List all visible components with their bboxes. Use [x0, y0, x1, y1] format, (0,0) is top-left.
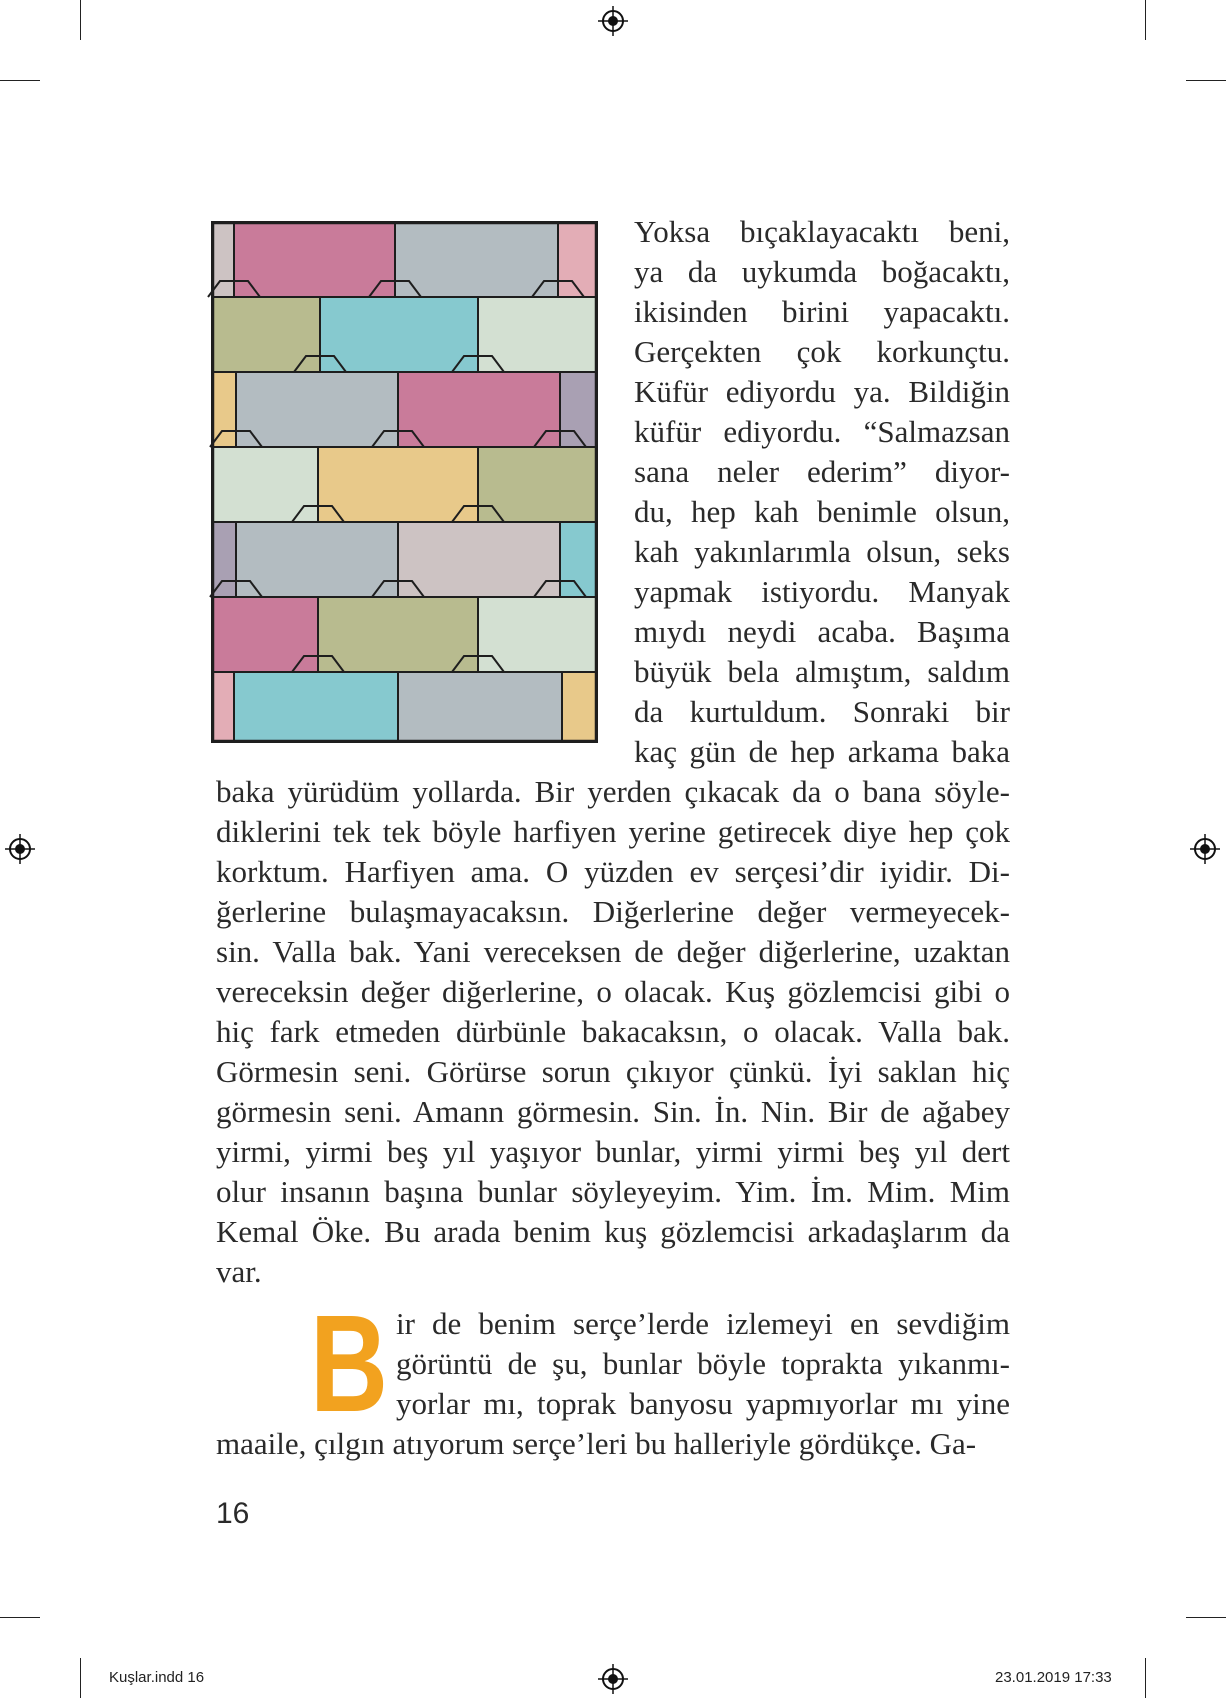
text-line: da kurtuldum. Sonraki bir [634, 694, 1010, 729]
text-line: Yoksa bıçaklayacaktı beni, [634, 214, 1010, 249]
text-line: maaile, çılgın atıyorum serçe’leri bu halleriyle gördükçe. Ga- [216, 1426, 977, 1461]
tile-segment [398, 672, 562, 742]
text-line: Kemal Öke. Bu arada benim kuş gözlemcisi arkadaşlarım da [216, 1214, 1010, 1249]
crop-mark-bottom-right-h [1186, 1617, 1226, 1618]
registration-mark-right-icon [1190, 834, 1220, 864]
text-line: kaç gün de hep arkama baka [634, 734, 1010, 769]
page-number: 16 [216, 1497, 250, 1530]
tile-segment [318, 447, 478, 522]
crop-mark-top-right-h [1186, 80, 1226, 81]
text-line: sin. Valla bak. Yani vereceksen de değer diğerlerine, uzaktan [216, 934, 1010, 969]
tile-segment [212, 597, 318, 672]
crop-mark-top-left-h [0, 80, 40, 81]
tile-segment [234, 222, 395, 297]
tile-segment [398, 372, 560, 447]
crop-mark-bottom-left-v [80, 1658, 81, 1698]
text-line: vereceksin değer diğerlerine, o olacak. Kuş gözlemcisi gibi o [216, 974, 1010, 1009]
tile-segment [212, 522, 236, 597]
text-line: baka yürüdüm yollarda. Bir yerden çıkacak da o bana söyle- [216, 774, 1010, 809]
text-line: du, hep kah benimle olsun, [634, 494, 1010, 529]
tile-segment [212, 297, 320, 372]
text-line: görüntü de şu, bunlar böyle toprakta yıkanmı- [396, 1346, 1010, 1381]
drop-cap-paragraph-lines [396, 1304, 1010, 1424]
crop-mark-top-left-v [80, 0, 81, 40]
tile-segment [395, 222, 558, 297]
text-line: diklerini tek tek böyle harfiyen yerine getirecek diye hep çok [216, 814, 1010, 849]
tile-segment [212, 447, 318, 522]
wrapped-paragraph [634, 212, 1010, 772]
slug-filename: Kuşlar.indd 16 [109, 1669, 205, 1686]
full-width-paragraph [216, 772, 1010, 1292]
text-line: ğerlerine bulaşmayacaksın. Diğerlerine değer vermeyecek- [216, 894, 1010, 929]
registration-mark-top-icon [598, 6, 628, 36]
drop-cap-letter [310, 1287, 388, 1441]
text-line: görmesin seni. Amann görmesin. Sin. İn. Nin. Bir de ağabey [216, 1094, 1010, 1129]
tile-pattern-illustration [212, 222, 597, 742]
slug-timestamp: 23.01.2019 17:33 [995, 1669, 1112, 1686]
text-line: sana neler ederim” diyor- [634, 454, 1010, 489]
text-line: var. [216, 1254, 262, 1289]
text-line: Gerçekten çok korkunçtu. [634, 334, 1010, 369]
tile-segment [236, 522, 398, 597]
text-line: ikisinden birini yapacaktı. [634, 294, 1010, 329]
text-line: mıydı neydi acaba. Başıma [634, 614, 1010, 649]
tile-segment [398, 522, 560, 597]
text-line: olur insanın başına bunlar söyleyeyim. Yim. İm. Mim. Mim [216, 1174, 1010, 1209]
text-line: küfür ediyordu. “Salmazsan [634, 414, 1010, 449]
crop-mark-bottom-left-h [0, 1617, 40, 1618]
text-line: yirmi, yirmi beş yıl yaşıyor bunlar, yirmi yirmi beş yıl dert [216, 1134, 1010, 1169]
tile-segment [320, 297, 478, 372]
text-line: ya da uykumda boğacaktı, [634, 254, 1010, 289]
text-line: korktum. Harfiyen ama. O yüzden ev serçesi’dir iyidir. Di- [216, 854, 1010, 889]
registration-mark-bottom-icon [598, 1664, 628, 1694]
text-line: kah yakınlarımla olsun, seks [634, 534, 1010, 569]
text-line: Küfür ediyordu ya. Bildiğin [634, 374, 1010, 409]
tile-segment [318, 597, 478, 672]
text-line: yapmak istiyordu. Manyak [634, 574, 1010, 609]
crop-mark-bottom-right-v [1145, 1658, 1146, 1698]
tile-segment [236, 372, 398, 447]
drop-cap-glyph: B [310, 1287, 388, 1441]
text-line: büyük bela almıştım, saldım [634, 654, 1010, 689]
text-line: hiç fark etmeden dürbünle bakacaksın, o olacak. Valla bak. [216, 1014, 1010, 1049]
registration-mark-left-icon [5, 834, 35, 864]
text-line: ir de benim serçe’lerde izlemeyi en sevdiğim [396, 1306, 1010, 1341]
crop-mark-top-right-v [1145, 0, 1146, 40]
tile-segment [234, 672, 398, 742]
tile-segment [212, 672, 234, 742]
text-line: yorlar mı, toprak banyosu yapmıyorlar mı yine [396, 1386, 1010, 1421]
drop-cap-paragraph-continuation [216, 1424, 1010, 1464]
tile-segment [562, 672, 597, 742]
tile-segment [212, 372, 236, 447]
tile-segment [558, 222, 597, 297]
text-line: Görmesin seni. Görürse sorun çıkıyor çünkü. İyi saklan hiç [216, 1054, 1010, 1089]
